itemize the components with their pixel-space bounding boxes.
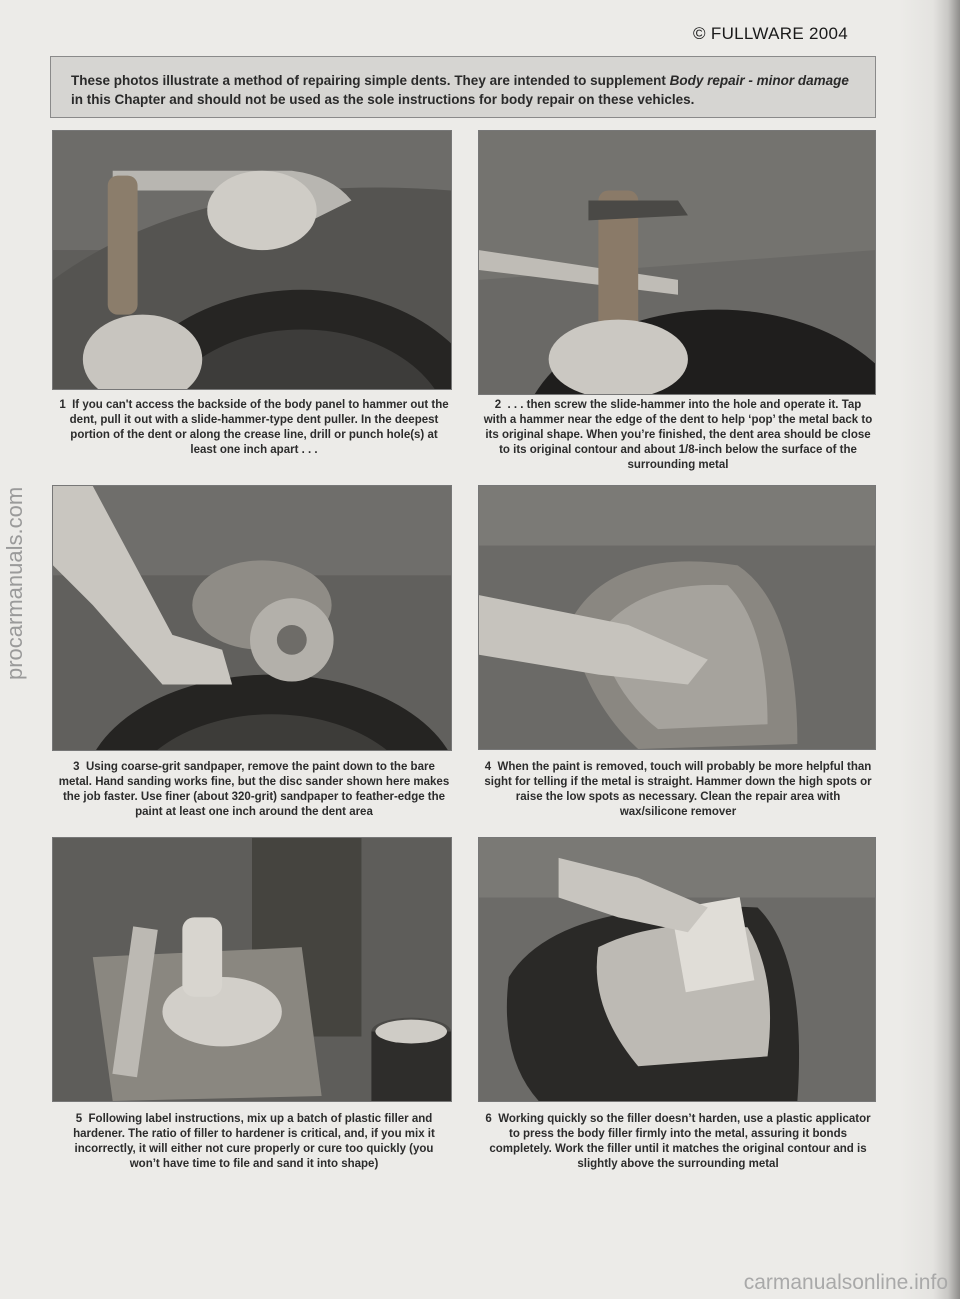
step-number: 5 <box>75 1113 83 1125</box>
caption-step-3 <box>58 760 450 820</box>
step-text: When the paint is removed, touch will probably be more helpful than sight for telling if the metal is straight. Hammer down the high spots or raise the low spots as necessary. Clean the repair area with wax/silicone remover <box>484 761 872 818</box>
bottom-watermark: carmanualsonline.info <box>743 1271 948 1294</box>
photo-1-drilling-hole <box>52 130 452 390</box>
intro-text-end: in this Chapter and should not be used as the sole instructions for body repair on these vehicles. <box>71 92 695 107</box>
caption-step-1 <box>58 398 450 458</box>
caption-step-2 <box>482 398 874 473</box>
photo-3-disc-sander <box>52 485 452 751</box>
copyright-notice: © FULLWARE 2004 <box>693 24 848 43</box>
photo-4-hand-checking-metal <box>478 485 876 750</box>
step-number: 3 <box>73 761 80 773</box>
step-text: If you can't access the backside of the body panel to hammer out the dent, pull it out with a slide-hammer-type dent puller. In the deepest portion of the dent or along the crease line, drill or punch hole(s) at least one inch apart . . . <box>69 399 449 456</box>
step-number: 6 <box>485 1113 492 1125</box>
side-watermark: procarmanuals.com <box>2 486 27 680</box>
step-text: Following label instructions, mix up a batch of plastic filler and hardener. The ratio of filler to hardener is critical, and, if you mix it incorrectly, it will either not cure properly or cure too quickly (you won’t have time to file and sand it into shape) <box>73 1113 435 1170</box>
intro-text-start: These photos illustrate a method of repairing simple dents. They are intended to supplement <box>71 73 670 88</box>
intro-banner <box>50 56 876 118</box>
step-text: Using coarse-grit sandpaper, remove the paint down to the bare metal. Hand sanding works fine, but the disc sander shown here makes the job faster. Use finer (about 320-grit) sandpaper to feather-edge the paint at least one inch around the dent area <box>58 761 450 818</box>
step-text: Working quickly so the filler doesn’t harden, use a plastic applicator to press the body filler firmly into the metal, assuring it bonds completely. Work the filler until it matches the original contour and is slightly above the surrounding metal <box>489 1113 871 1170</box>
photo-6-applying-filler <box>478 837 876 1102</box>
step-number: 1 <box>59 399 66 411</box>
step-number: 4 <box>484 761 492 773</box>
caption-step-6 <box>482 1112 874 1172</box>
step-number: 2 <box>494 399 502 411</box>
photo-5-mixing-filler <box>52 837 452 1102</box>
step-text: . . . then screw the slide-hammer into the hole and operate it. Tap with a hammer near the edge of the dent to help ‘pop’ the metal back to its original shape. When you’re finished, the dent area should be close to its original contour and about 1/8-inch below the surface of the surrounding metal <box>483 399 873 471</box>
caption-step-4 <box>482 760 874 820</box>
caption-step-5 <box>58 1112 450 1172</box>
page-spine-shadow <box>900 0 960 1299</box>
photo-2-slide-hammer <box>478 130 876 395</box>
intro-text-italic: Body repair - minor damage <box>669 73 849 88</box>
